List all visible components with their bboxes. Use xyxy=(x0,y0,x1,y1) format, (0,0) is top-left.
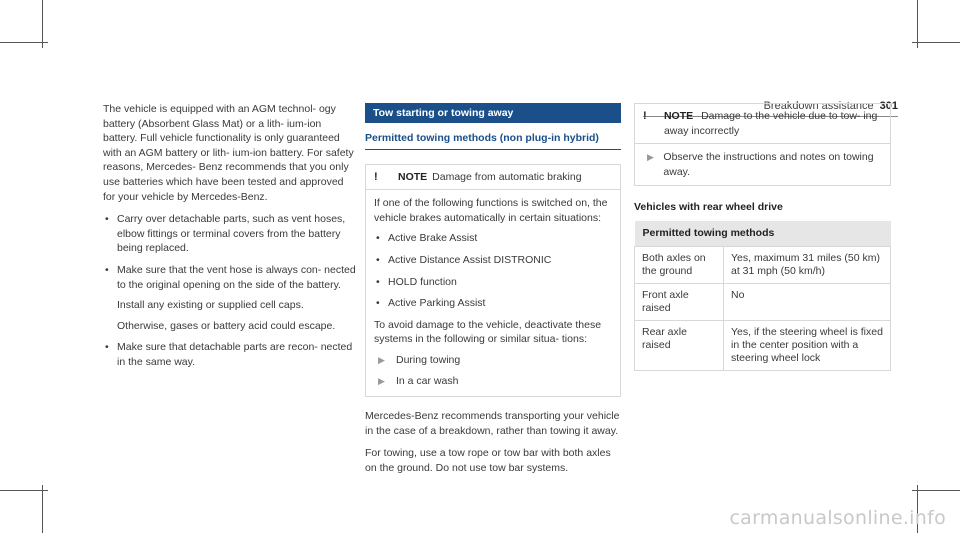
note-body xyxy=(366,190,620,396)
note-label: NOTE xyxy=(663,110,694,122)
intro-paragraph: The vehicle is equipped with an AGM technol- ogy battery (Absorbent Glass Mat) or a lith- ium-ion battery. Full vehicle functionality is only guaranteed with an AGM battery or lith- ium-ion battery. For safety reasons, Mercedes- Benz recommends that you only use batteries which have been tested and approved for your vehicle by Mercedes-Benz. xyxy=(103,103,354,203)
towing-table xyxy=(634,221,891,371)
situation-item: ▶ In a car wash xyxy=(378,374,459,387)
function-list xyxy=(374,231,612,310)
list-item: • Active Brake Assist xyxy=(376,232,478,245)
page-number: 301 xyxy=(879,100,898,112)
section-title: Vehicles with rear wheel drive xyxy=(634,201,783,214)
crop-mark xyxy=(912,490,960,491)
note-box xyxy=(634,103,891,186)
crop-mark xyxy=(42,0,43,48)
note-header xyxy=(366,165,620,191)
watermark: carmanualsonline.info xyxy=(729,507,946,529)
otherwise-note: Otherwise, gases or battery acid could escape. xyxy=(117,319,336,332)
deactivate-text: To avoid damage to the vehicle, deactivate these systems in the following or similar situa- tions: xyxy=(374,318,602,346)
note-step: Observe the instructions and notes on towing away. xyxy=(663,151,874,178)
table-header: Permitted towing methods xyxy=(635,221,891,246)
battery-list xyxy=(103,212,356,369)
note-title: Damage from automatic braking xyxy=(432,170,582,183)
list-item: • Make sure that detachable parts are recon- nected in the same way. xyxy=(105,341,353,368)
note-title: Damage to the vehicle due to tow- ing away incorrectly xyxy=(663,110,878,137)
note-label: NOTE xyxy=(398,170,428,183)
list-item: • Active Distance Assist DISTRONIC xyxy=(376,253,552,266)
situation-item: ▶ During towing xyxy=(378,353,461,366)
list-item: • Active Parking Assist xyxy=(376,297,486,310)
note-body xyxy=(635,144,890,185)
crop-mark xyxy=(912,42,960,43)
subheading: Permitted towing methods (non plug-in hybrid) xyxy=(365,131,621,150)
list-item: • Carry over detachable parts, such as vent hoses, elbow fittings or terminal covers from the battery being replaced. xyxy=(105,213,346,255)
list-item: • HOLD function xyxy=(376,275,457,288)
transport-paragraph: Mercedes-Benz recommends transporting your vehicle in the case of a breakdown, rather than towing it away. xyxy=(365,410,620,437)
step-arrow-icon: ▶ xyxy=(647,152,654,163)
note-header xyxy=(635,104,890,144)
section-band: Tow starting or towing away xyxy=(365,103,621,123)
install-note: Install any existing or supplied cell caps. xyxy=(117,299,304,312)
crop-mark xyxy=(0,42,48,43)
list-item: • Make sure that the vent hose is always con- nected to the original opening on the side of the battery. Install any existing or supplied cell caps. Otherwise, gases or battery acid could escape. xyxy=(105,263,356,332)
warning-icon: ! xyxy=(643,110,647,122)
left-column xyxy=(103,102,356,377)
right-column xyxy=(634,103,891,371)
note-box xyxy=(365,164,621,398)
note-intro: If one of the following functions is switched on, the vehicle brakes automatically in certain situations: xyxy=(374,197,608,224)
table-row: Rear axle raised Yes, if the steering wheel is fixed in the center position with a steering wheel lock xyxy=(635,320,891,370)
table-row: Front axle raised No xyxy=(635,283,891,320)
table-row: Both axles on the ground Yes, maximum 31 miles (50 km) at 31 mph (50 km/h) xyxy=(635,246,891,283)
crop-mark xyxy=(0,490,48,491)
middle-column xyxy=(365,103,621,484)
step-arrow-icon: ▶ xyxy=(378,354,385,365)
warning-icon: ! xyxy=(374,170,378,183)
header-section: Breakdown assistance xyxy=(763,100,874,112)
crop-mark xyxy=(917,0,918,48)
crop-mark xyxy=(42,485,43,533)
towing-paragraph: For towing, use a tow rope or tow bar with both axles on the ground. Do not use tow bar systems. xyxy=(365,447,611,474)
step-arrow-icon: ▶ xyxy=(378,375,385,386)
